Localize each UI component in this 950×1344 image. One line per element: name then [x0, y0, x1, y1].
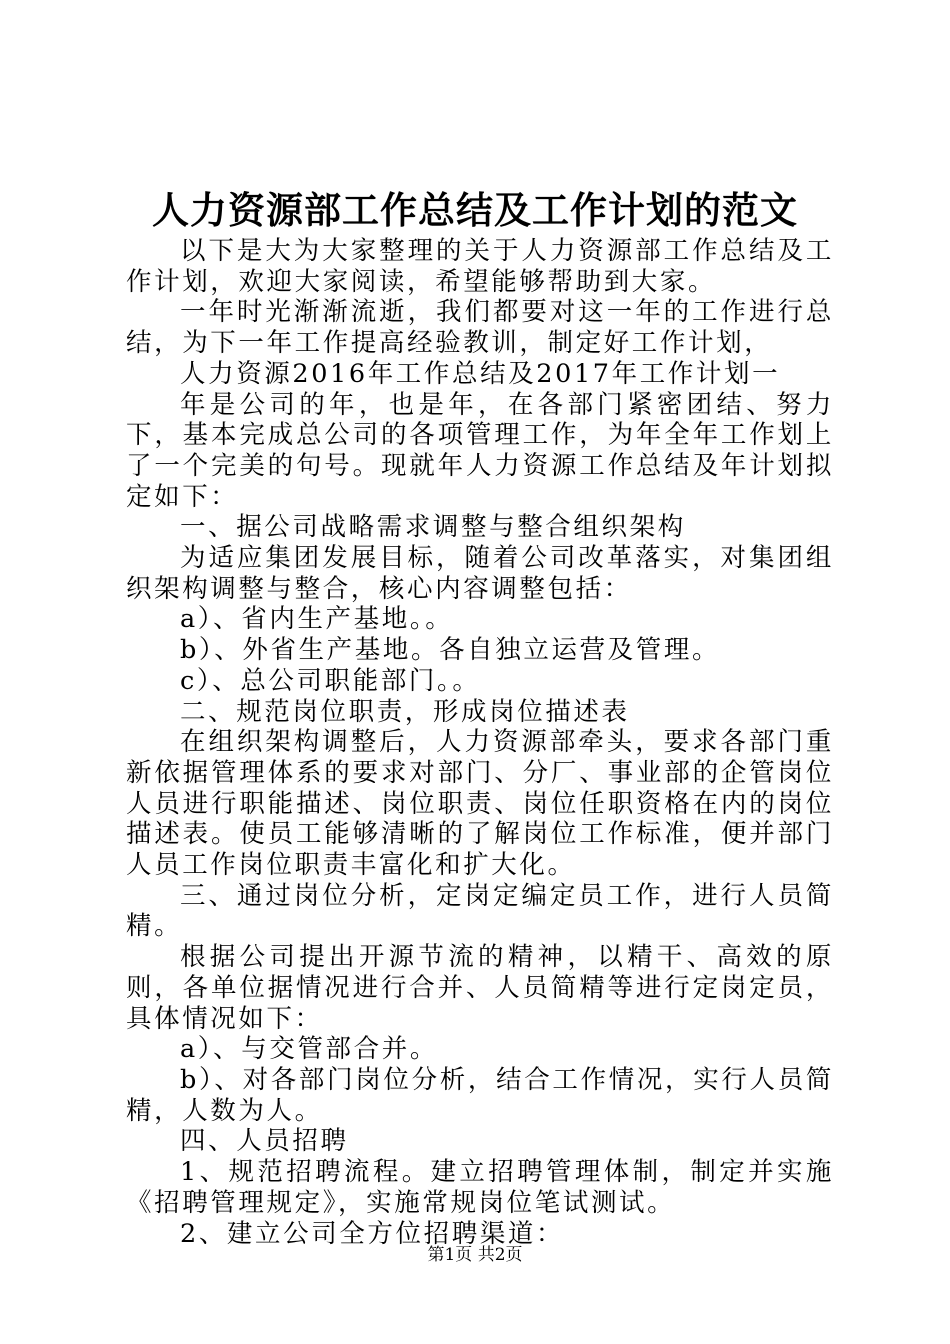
paragraph: 年是公司的年，也是年，在各部门紧密团结、努力下，基本完成总公司的各项管理工作，为年全年工作划上了一个完美的句号。现就年人力资源工作总结及年计划拟定如下： [126, 389, 834, 512]
section-heading: 一、据公司战略需求调整与整合组织架构 [180, 512, 686, 543]
document-body [126, 236, 834, 1249]
list-item: c）、总公司职能部门。。 [180, 665, 481, 696]
section-heading: 三、通过岗位分析，定岗定编定员工作，进行人员简精。 [126, 880, 834, 942]
list-item: a）、省内生产基地。。 [180, 604, 454, 635]
list-item: b）、外省生产基地。各自独立运营及管理。 [180, 635, 721, 666]
paragraph: 一年时光渐渐流逝，我们都要对这一年的工作进行总结，为下一年工作提高经验教训，制定好工作计划， [126, 297, 834, 359]
list-item: 1、规范招聘流程。建立招聘管理体制，制定并实施《招聘管理规定》，实施常规岗位笔试测试。 [126, 1157, 834, 1218]
paragraph: 根据公司提出开源节流的精神，以精干、高效的原则，各单位据情况进行合并、人员简精等进行定岗定员，具体情况如下： [126, 942, 834, 1034]
paragraph: 为适应集团发展目标，随着公司改革落实，对集团组织架构调整与整合，核心内容调整包括： [126, 543, 834, 604]
paragraph: 人力资源2016年工作总结及2017年工作计划一 [180, 358, 781, 389]
paragraph: 在组织架构调整后，人力资源部牵头，要求各部门重新依据管理体系的要求对部门、分厂、事业部的企管岗位人员进行职能描述、岗位职责、岗位任职资格在内的岗位描述表。使员工能够清晰的了解岗位工作标准，便并部门人员工作岗位职责丰富化和扩大化。 [126, 727, 834, 881]
section-heading: 四、人员招聘 [180, 1126, 349, 1157]
section-heading: 二、规范岗位职责，形成岗位描述表 [180, 696, 630, 727]
document-title: 人力资源部工作总结及工作计划的范文 [152, 188, 798, 232]
list-item: 2、建立公司全方位招聘渠道： [180, 1218, 565, 1249]
paragraph: 以下是大为大家整理的关于人力资源部工作总结及工作计划，欢迎大家阅读，希望能够帮助到大家。 [126, 236, 834, 297]
list-item: a）、与交管部合并。 [180, 1034, 438, 1065]
list-item: b）、对各部门岗位分析，结合工作情况，实行人员简精，人数为人。 [126, 1064, 834, 1126]
page-footer: 第1页 共2页 [427, 1245, 523, 1265]
